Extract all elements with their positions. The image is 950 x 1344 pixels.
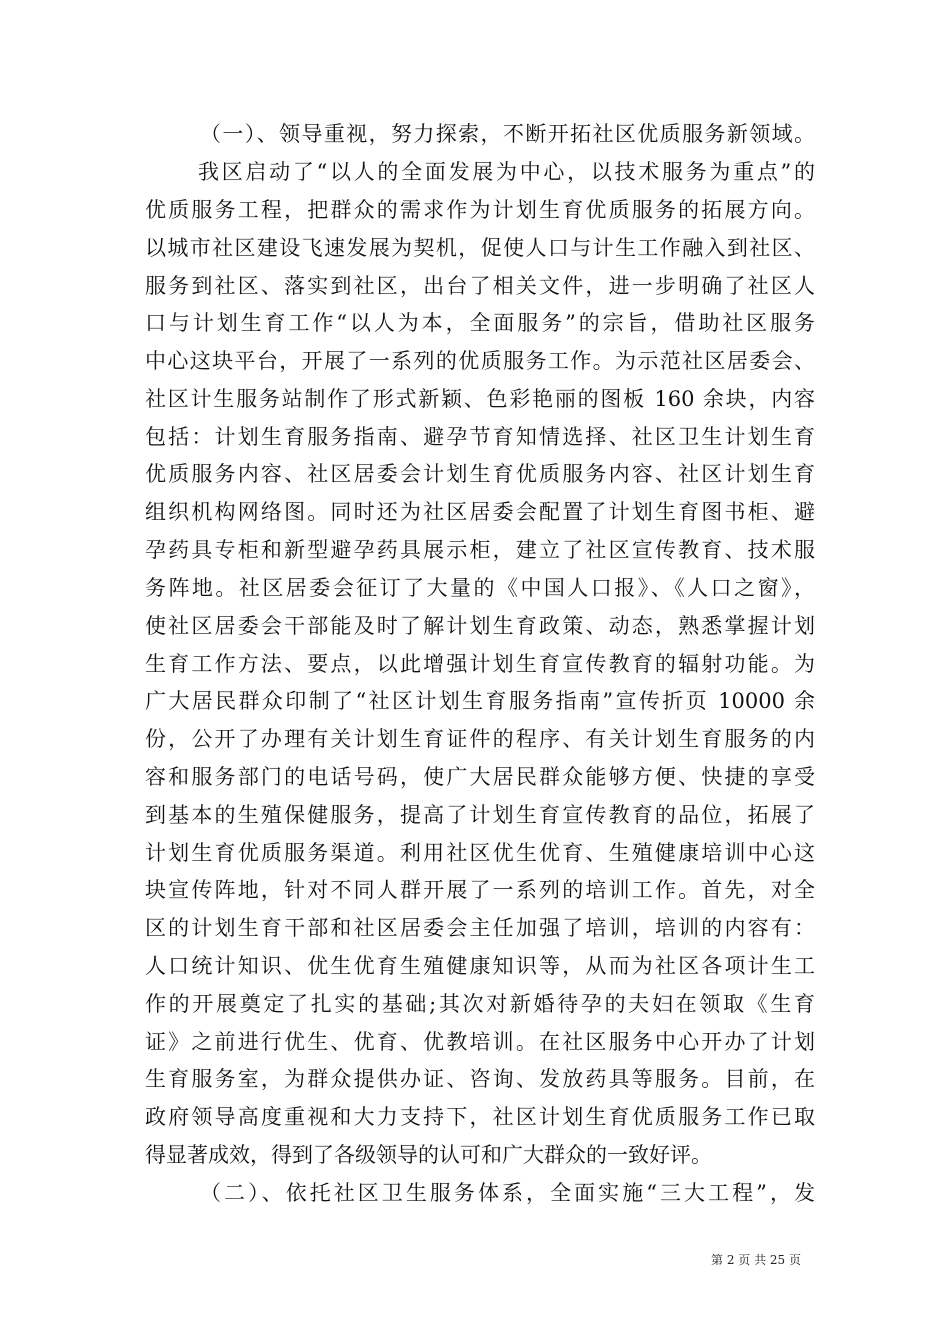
section-heading-1: （一）、领导重视，努力探索，不断开拓社区优质服务新领域。 [200,122,815,146]
paragraph-line: 服务到社区、落实到社区，出台了相关文件，进一步明确了社区人 [145,274,815,298]
paragraph-line: 口与计划生育工作“以人为本，全面服务”的宗旨，借助社区服务 [145,311,815,335]
paragraph-line: 容和服务部门的电话号码，使广大居民群众能够方便、快捷的享受 [145,765,815,789]
paragraph-line: 生育工作方法、要点，以此增强计划生育宣传教育的辐射功能。为 [145,652,815,676]
paragraph-line: 生育服务室，为群众提供办证、咨询、发放药具等服务。目前，在 [145,1067,815,1091]
paragraph-line: 块宣传阵地，针对不同人群开展了一系列的培训工作。首先，对全 [145,878,815,902]
paragraph-last-line: 得显著成效，得到了各级领导的认可和广大群众的一致好评。 [145,1143,712,1167]
paragraph-line: 广大居民群众印制了“社区计划生育服务指南”宣传折页 10000 余 [145,689,815,713]
paragraph-line: 份，公开了办理有关计划生育证件的程序、有关计划生育服务的内 [145,727,815,751]
paragraph-line: 孕药具专柜和新型避孕药具展示柜，建立了社区宣传教育、技术服 [145,538,815,562]
page-number-footer: 第 2 页 共 25 页 [711,1253,801,1267]
paragraph-line: 中心这块平台，开展了一系列的优质服务工作。为示范社区居委会、 [145,349,815,373]
paragraph-line: 优质服务内容、社区居委会计划生育优质服务内容、社区计划生育 [145,462,815,486]
paragraph-line: 人口统计知识、优生优育生殖健康知识等，从而为社区各项计生工 [145,954,815,978]
paragraph-line: 社区计生服务站制作了形式新颖、色彩艳丽的图板 160 余块，内容 [145,387,815,411]
paragraph-line: 政府领导高度重视和大力支持下，社区计划生育优质服务工作已取 [145,1105,815,1129]
paragraph-line: 优质服务工程，把群众的需求作为计划生育优质服务的拓展方向。 [145,198,815,222]
paragraph-line: 区的计划生育干部和社区居委会主任加强了培训，培训的内容有： [145,916,815,940]
paragraph-line: 组织机构网络图。同时还为社区居委会配置了计划生育图书柜、避 [145,500,815,524]
paragraph-line: 使社区居委会干部能及时了解计划生育政策、动态，熟悉掌握计划 [145,614,815,638]
paragraph-line: 证》之前进行优生、优育、优教培训。在社区服务中心开办了计划 [145,1030,815,1054]
paragraph-line: 我区启动了“以人的全面发展为中心，以技术服务为重点”的 [198,160,815,184]
section-heading-2: （二）、依托社区卫生服务体系，全面实施“三大工程”，发 [200,1181,815,1205]
paragraph-line: 包括：计划生育服务指南、避孕节育知情选择、社区卫生计划生育 [145,425,815,449]
paragraph-line: 作的开展奠定了扎实的基础;其次对新婚待孕的夫妇在领取《生育 [145,992,815,1016]
paragraph-line: 计划生育优质服务渠道。利用社区优生优育、生殖健康培训中心这 [145,841,815,865]
paragraph-line: 到基本的生殖保健服务，提高了计划生育宣传教育的品位，拓展了 [145,803,815,827]
paragraph-line: 务阵地。社区居委会征订了大量的《中国人口报》、《人口之窗》， [145,576,815,600]
paragraph-line: 以城市社区建设飞速发展为契机，促使人口与计生工作融入到社区、 [145,236,815,260]
